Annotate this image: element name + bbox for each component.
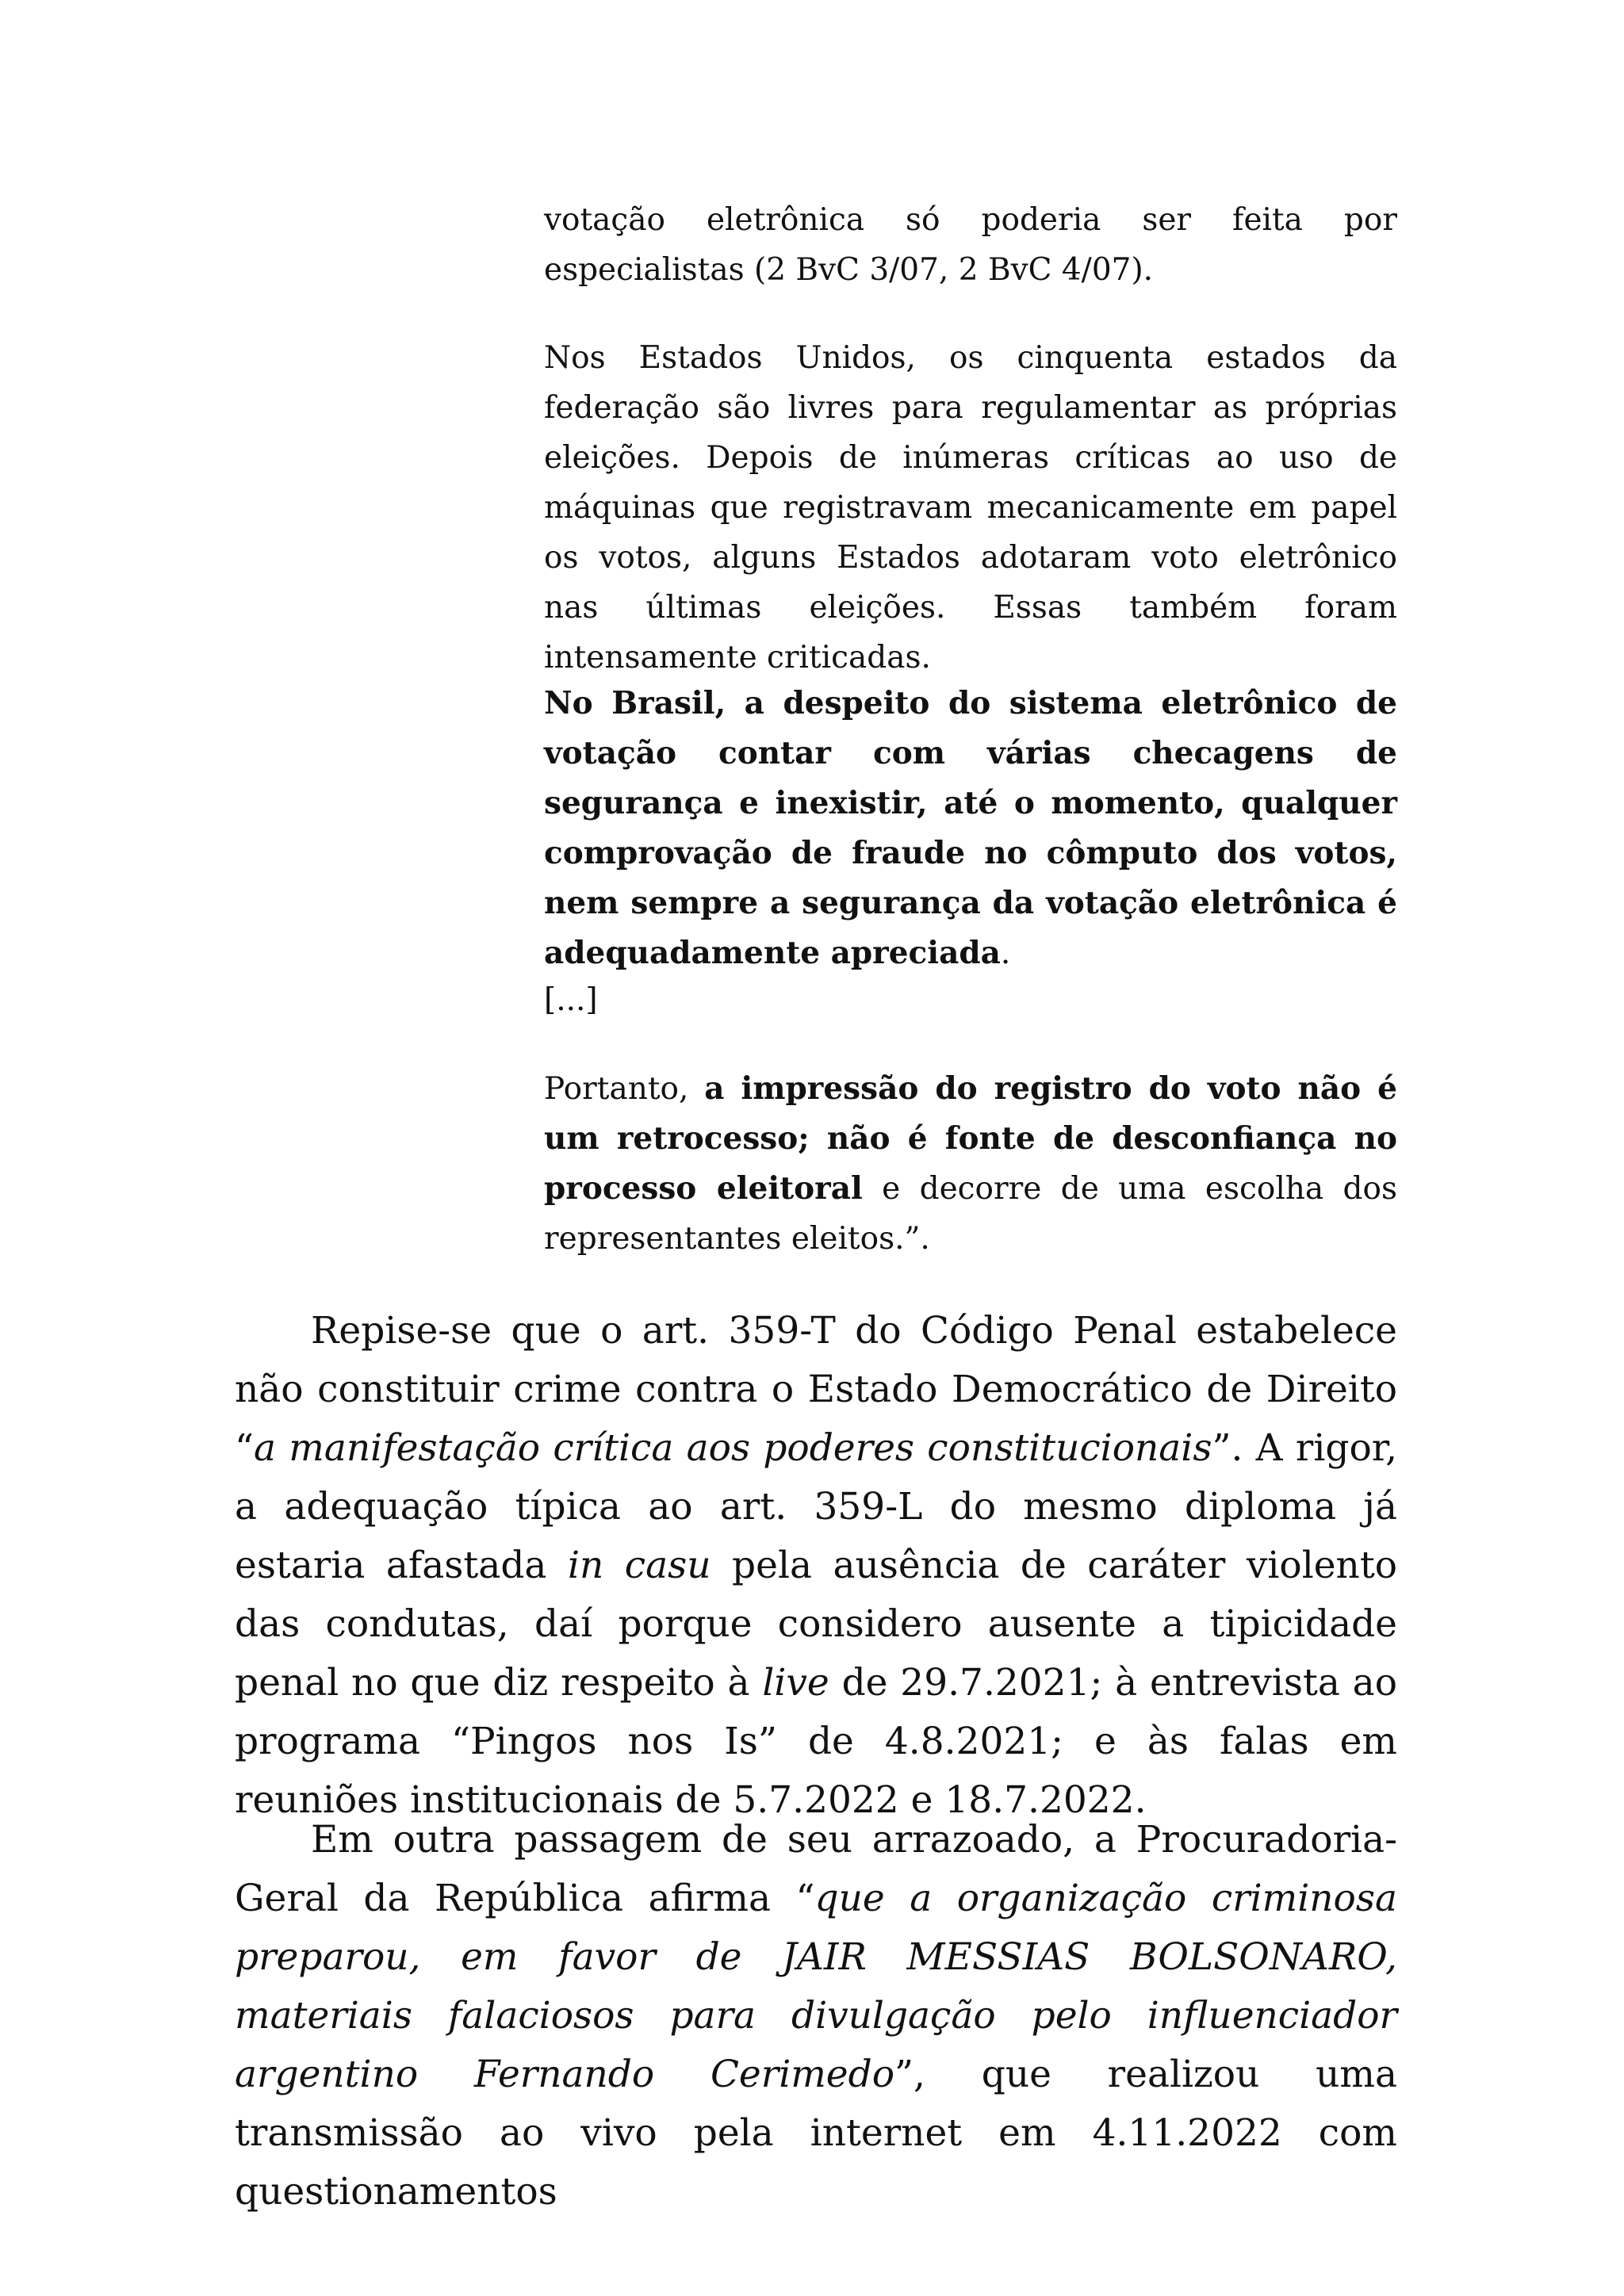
body-paragraph-2 bbox=[235, 1811, 1397, 2221]
block-quote-paragraph-2 bbox=[544, 333, 1397, 683]
block-quote-paragraph-4 bbox=[544, 1064, 1397, 1264]
body-p1-italic-c: live bbox=[762, 1661, 829, 1705]
quote-paragraph-3-end: . bbox=[1000, 936, 1011, 971]
quote-paragraph-4-bold: a impressão do registro do voto não é um retrocesso; não é fonte de desconfiança no processo eleitoral bbox=[544, 1070, 1397, 1207]
quote-paragraph-4-end: e decorre de uma escolha dos representantes eleitos.”. bbox=[544, 1171, 1397, 1257]
body-p1-text-b: ”. A rigor, a adequação típica ao art. 359-L do mesmo diploma já estaria afastada bbox=[235, 1426, 1398, 1587]
quote-paragraph-3 bbox=[544, 679, 1397, 978]
quote-paragraph-1: votação eletrônica só poderia ser feita por especialistas (2 BvC 3/07, 2 BvC 4/07). bbox=[544, 202, 1397, 288]
body-p1-text-c: pela ausência de caráter violento das condutas, daí porque considero ausente a tipicidade penal no que diz respeito à bbox=[235, 1544, 1397, 1705]
body-paragraph-1 bbox=[235, 1302, 1397, 1830]
body-paragraph-2-block bbox=[235, 1811, 1397, 2221]
body-p1-italic-b: in casu bbox=[567, 1544, 711, 1587]
block-quote-ellipsis bbox=[544, 975, 1397, 1025]
body-p2-text-a: Em outra passagem de seu arrazoado, a Procuradoria-Geral da República afirma “ bbox=[235, 1818, 1397, 1920]
quote-paragraph-2: Nos Estados Unidos, os cinquenta estados da federação são livres para regulamentar as próprias eleições. Depois de inúmeras críticas ao uso de máquinas que registravam mecanicamente em papel os votos, alguns Estados adotaram voto eletrônico nas últimas eleições. Essas também foram intensamente criticadas. bbox=[544, 340, 1397, 675]
quote-ellipsis: [...] bbox=[544, 982, 598, 1018]
block-quote-paragraph-3 bbox=[544, 679, 1397, 978]
body-p2-italic-a: que a organização criminosa preparou, em favor de JAIR MESSIAS BOLSONARO, materiais falaciosos para divulgação pelo influenciador argentino Fernando Cerimedo bbox=[235, 1877, 1397, 2096]
body-p1-text-a: Repise-se que o art. 359-T do Código Penal estabelece não constituir crime contra o Estado Democrático de Direito “ bbox=[235, 1309, 1397, 1470]
quote-paragraph-4 bbox=[544, 1064, 1397, 1264]
body-p1-text-d: de 29.7.2021; à entrevista ao programa “Pingos nos Is” de 4.8.2021; e às falas em reuniões institucionais de 5.7.2022 e 18.7.2022. bbox=[235, 1661, 1397, 1822]
quote-paragraph-3-bold: No Brasil, a despeito do sistema eletrônico de votação contar com várias checagens de segurança e inexistir, até o momento, qualquer comprovação de fraude no cômputo dos votos, nem sempre a segurança da votação eletrônica é adequadamente apreciada bbox=[544, 685, 1397, 971]
body-p1-italic-a: a manifestação crítica aos poderes constitucionais bbox=[254, 1426, 1212, 1470]
quote-paragraph-4-start: Portanto, bbox=[544, 1071, 705, 1107]
body-p2-text-b: ”, que realizou uma transmissão ao vivo pela internet em 4.11.2022 com questionamentos bbox=[235, 2053, 1397, 2214]
block-quote bbox=[544, 195, 1397, 295]
body-paragraph-1-block bbox=[235, 1302, 1397, 1830]
